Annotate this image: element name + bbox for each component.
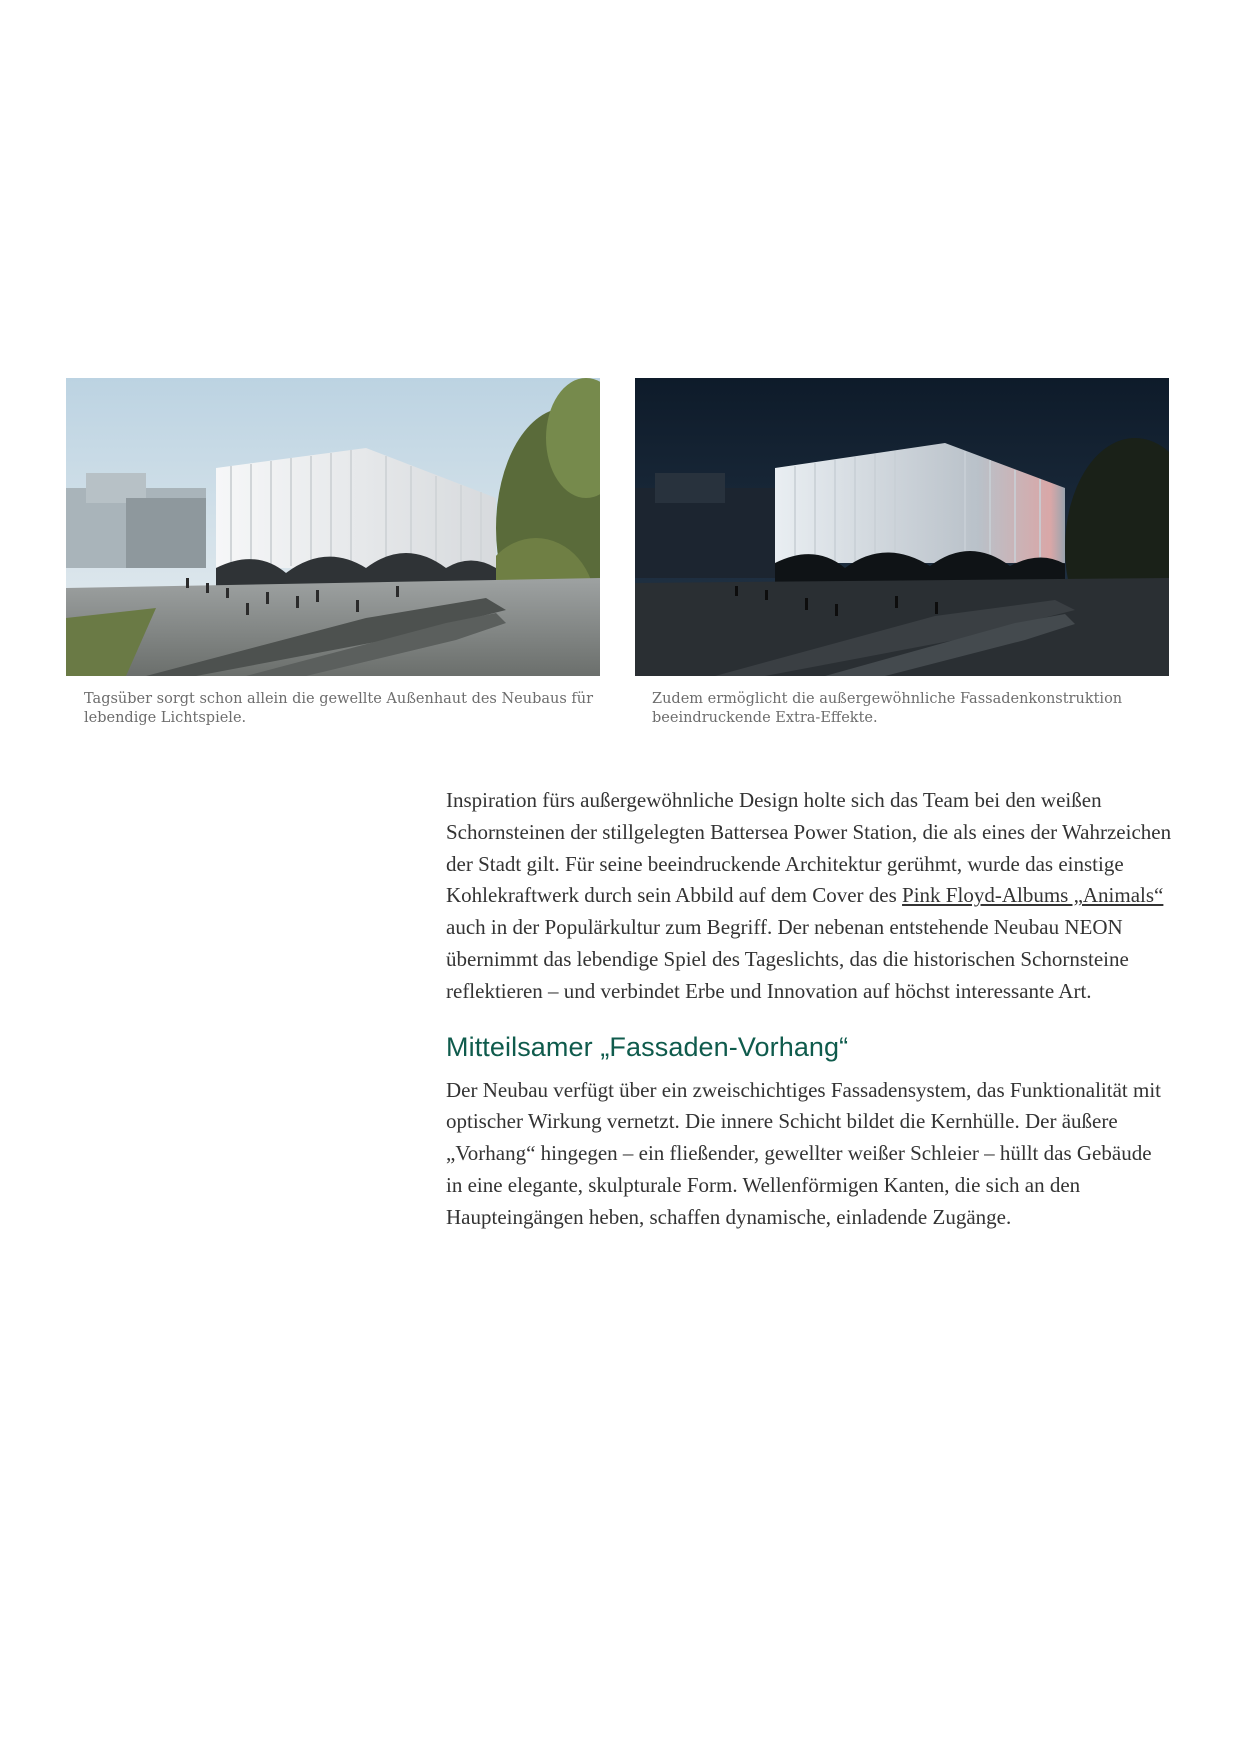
night-rendering-image bbox=[635, 378, 1169, 676]
photo-day-rendering bbox=[66, 378, 600, 676]
photo-night-rendering bbox=[635, 378, 1169, 676]
day-rendering-image bbox=[66, 378, 600, 676]
paragraph-text-part: auch in der Populärkultur zum Begriff. Der nebenan entstehende Neubau NEON übernimmt das lebendige Spiel des Tageslichts, das die historischen Schornsteine reflektieren – und verbindet Erbe und Innovation auf höchst interessante Art. bbox=[446, 915, 1129, 1003]
article-column bbox=[446, 785, 1172, 1234]
paragraph-text-part: Inspiration fürs außergewöhnliche Design holte sich das Team bei den weißen Schornsteinen der stillgelegten Battersea Power Station, die als eines der Wahrzeichen der Stadt gilt. Für seine beeindruckende Architektur gerühmt, wurde das einstige Kohlekraftwerk durch sein Abbild auf dem Cover des bbox=[446, 788, 1172, 908]
pink-floyd-animals-link[interactable]: Pink Floyd-Albums „Animals“ bbox=[902, 883, 1164, 908]
section-heading: Mitteilsamer „Fassaden-Vorhang“ bbox=[446, 1031, 849, 1062]
caption-night: Zudem ermöglicht die außergewöhnliche Fassadenkonstruktion beeindruckende Extra-Effekte. bbox=[652, 691, 1123, 726]
paragraph-inspiration bbox=[446, 785, 1172, 1008]
caption-day: Tagsüber sorgt schon allein die gewellte Außenhaut des Neubaus für lebendige Lichtspiele. bbox=[84, 691, 594, 726]
paragraph-facade: Der Neubau verfügt über ein zweischichtiges Fassadensystem, das Funktionalität mit optischer Wirkung vernetzt. Die innere Schicht bildet die Kernhülle. Der äußere „Vorhang“ hingegen – ein fließender, gewellter weißer Schleier – hüllt das Gebäude in eine elegante, skulpturale Form. Wellenförmigen Kanten, die sich an den Haupteingängen heben, schaffen dynamische, einladende Zugänge. bbox=[446, 1077, 1161, 1229]
